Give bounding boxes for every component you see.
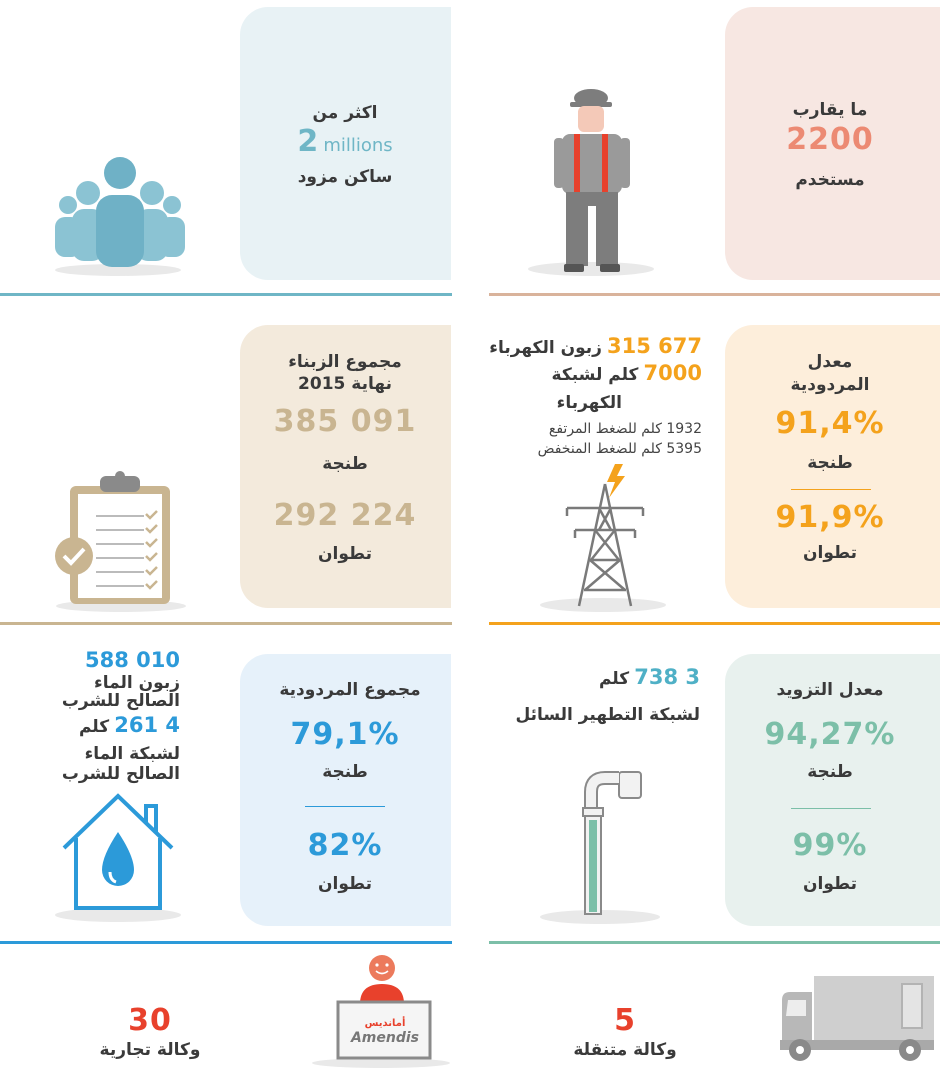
divider-green-row3 (489, 941, 940, 944)
house-water-drop-icon (58, 792, 178, 912)
users-label-bottom: مستخدم (795, 170, 865, 190)
customers-value-1: 385 091 (273, 404, 417, 439)
truck-icon (776, 970, 936, 1070)
sewage-value: 3 738 (634, 665, 700, 689)
water-yield-city-2: تطوان (318, 874, 372, 894)
pylon-icon (553, 460, 663, 610)
divider-teal-row1 (0, 293, 452, 296)
customers-city-1: طنجة (322, 454, 368, 474)
customers-title-2: نهاية 2015 (298, 374, 392, 394)
water-yield-value-1: 79,1% (290, 717, 400, 752)
divider-salmon-row1 (489, 293, 940, 296)
residents-label-top: اكثر من (312, 103, 378, 123)
elec-km-label-2: الكهرباء (556, 393, 622, 413)
water-yield-separator (305, 806, 385, 807)
supply-rate-value-1: 94,27% (764, 717, 896, 752)
pipe-icon (583, 768, 663, 918)
brand-logo-text: Amendis (350, 1030, 420, 1046)
elec-km-label: كلم لشبكة (551, 365, 639, 385)
water-clients-label-2: الصالح للشرب (61, 691, 180, 711)
customers-city-2: تطوان (318, 544, 372, 564)
mobile-agencies-label: وكالة متنقلة (573, 1040, 677, 1060)
water-km-value: 4 261 (114, 713, 180, 737)
sewage-line (490, 665, 700, 689)
water-clients-label-1: زبون الماء (94, 673, 180, 693)
residents-value-line (270, 124, 420, 159)
customers-value-2: 292 224 (273, 498, 417, 533)
elec-yield-title-2: المردودية (790, 375, 870, 395)
elec-km-value: 7000 (643, 361, 702, 385)
elec-clients-line (470, 334, 702, 358)
water-yield-city-1: طنجة (322, 762, 368, 782)
water-yield-title: مجموع المردودية (279, 680, 421, 700)
water-yield-value-2: 82% (307, 828, 383, 863)
commercial-agencies-label: وكالة تجارية (99, 1040, 201, 1060)
water-clients-value: 588 010 (85, 648, 180, 672)
elec-yield-separator (791, 489, 871, 490)
supply-rate-value-2: 99% (792, 828, 868, 863)
elec-clients-label: زبون الكهرباء (489, 338, 602, 358)
residents-label-bottom: ساكن مزود (297, 167, 393, 187)
mobile-agencies-value: 5 (614, 1003, 636, 1038)
water-km-label-2: الصالح للشرب (61, 764, 180, 784)
supply-rate-title: معدل التزويد (776, 680, 884, 700)
water-km-label-1: لشبكة الماء (84, 744, 180, 764)
clipboard-icon (52, 468, 182, 608)
elec-yield-title-1: معدل (807, 352, 853, 372)
customers-title-1: مجموع الزبناء (288, 352, 402, 372)
sewage-unit: كلم (598, 669, 630, 689)
elec-km-line (470, 361, 702, 385)
elec-high-voltage: 1932 كلم للضغط المرتفع (548, 421, 702, 437)
commercial-agencies-value: 30 (128, 1003, 172, 1038)
users-value: 2200 (786, 122, 874, 157)
residents-unit: millions (323, 135, 393, 156)
elec-yield-value-1: 91,4% (775, 406, 885, 441)
residents-value: 2 (297, 124, 319, 159)
supply-rate-city-2: تطوان (803, 874, 857, 894)
supply-rate-separator (791, 808, 871, 809)
supply-rate-city-1: طنجة (807, 762, 853, 782)
brand-arabic: أمانديس (364, 1018, 406, 1029)
sewage-label: لشبكة التطهير السائل (515, 705, 700, 725)
worker-icon (552, 88, 632, 278)
users-label-top: ما يقارب (792, 100, 868, 120)
elec-low-voltage: 5395 كلم للضغط المنخفض (537, 441, 702, 457)
elec-clients-value: 677 315 (607, 334, 702, 358)
divider-tan-row2 (0, 622, 452, 625)
elec-yield-value-2: 91,9% (775, 500, 885, 535)
water-km-line (30, 713, 180, 737)
divider-orange-row2 (489, 622, 940, 625)
divider-blue-row3 (0, 941, 452, 944)
elec-yield-city-2: تطوان (803, 543, 857, 563)
people-icon (50, 157, 190, 272)
water-km-unit: كلم (78, 717, 110, 737)
elec-yield-city-1: طنجة (807, 453, 853, 473)
